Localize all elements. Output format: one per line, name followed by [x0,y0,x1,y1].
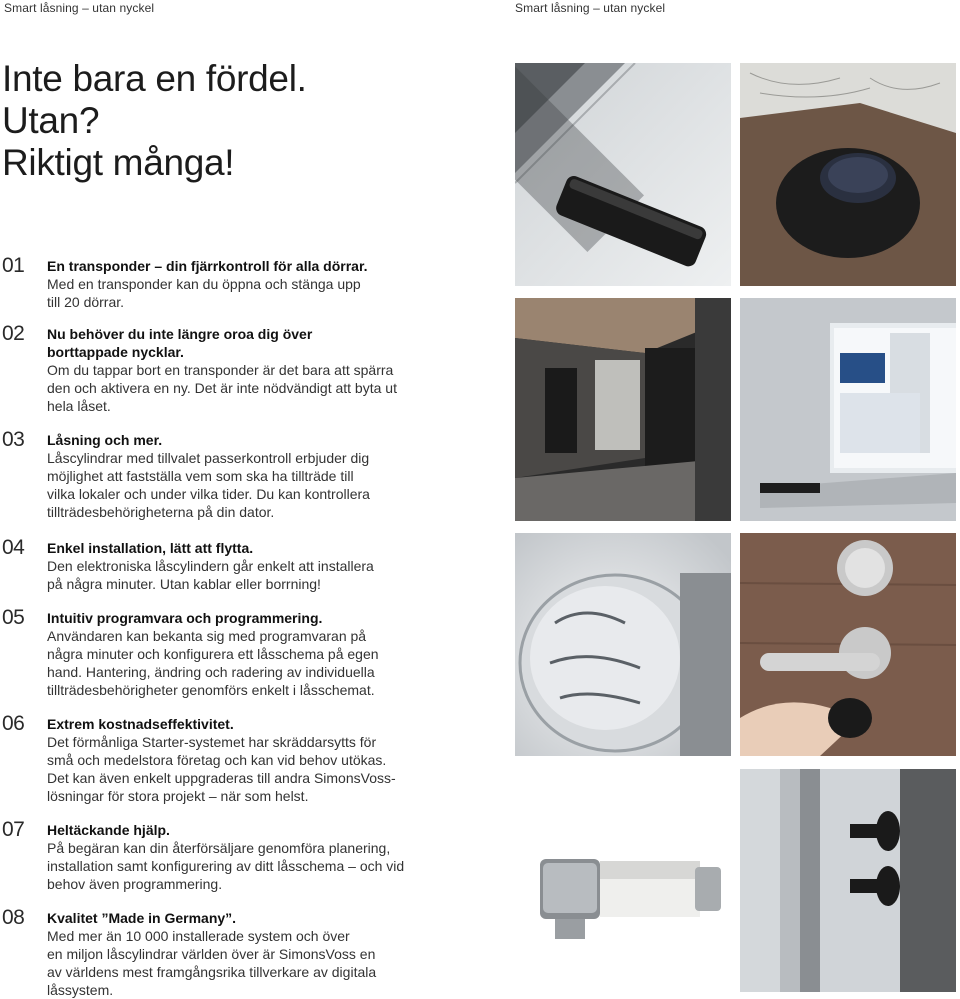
feature-number: 06 [2,712,25,735]
glass-cylinder-image [515,533,731,756]
round-transponder-image [740,63,956,286]
feature-title: Intuitiv programvara och programmering. [47,610,323,626]
running-head-right: Smart låsning – utan nyckel [515,1,666,15]
door-knobs-image [740,769,956,992]
feature-body: Det förmånliga Starter-systemet har skräddarsytts för små och medelstora företag och kan vid behov utökas. Det kan även enkelt uppgraderas till andra SimonsVoss- lösningar för stora projekt – när som helst. [47,734,396,804]
feature-title: Låsning och mer. [47,432,163,448]
feature-text [47,325,467,415]
feature-text [47,609,467,699]
corridor-image [515,298,731,521]
cylinder-lock-photo [515,769,731,992]
feature-text [47,539,467,593]
feature-body: Användaren kan bekanta sig med programvaran på några minuter och konfigurera ett låsschema på egen hand. Hantering, ändring och radering av individuella tillträdesbehörigheter genomförs enkelt i låsschemat. [47,628,379,698]
feature-body: Låscylindrar med tillvalet passerkontroll erbjuder dig möjlighet att fastställa vem som ska ha tillträde till vilka lokaler och under vilka tider. Du kan kontrollera tillträdesbehörigheterna på din dator. [47,450,370,520]
corridor-photo [515,298,731,521]
headline-line-2: Utan? [2,100,100,141]
headline-line-3: Riktigt många! [2,142,235,183]
feature-number: 07 [2,818,25,841]
feature-title: Enkel installation, lätt att flytta. [47,540,254,556]
feature-number: 04 [2,536,25,559]
feature-title: En transponder – din fjärrkontroll för alla dörrar. [47,258,368,274]
round-transponder-photo [740,63,956,286]
feature-text [47,431,467,521]
feature-number: 05 [2,606,25,629]
glass-cylinder-photo [515,533,731,756]
feature-body: Med en transponder kan du öppna och stänga upp till 20 dörrar. [47,276,361,310]
running-head-left: Smart låsning – utan nyckel [4,1,155,15]
feature-number: 08 [2,906,25,929]
feature-number: 02 [2,322,25,345]
feature-title: Nu behöver du inte längre oroa dig över borttappade nycklar. [47,326,313,360]
feature-text [47,715,467,805]
feature-body: Om du tappar bort en transponder är det bara att spärra den och aktivera en ny. Det är inte nödvändigt att byta ut hela låset. [47,362,397,414]
laptop-software-image [740,298,956,521]
headline-line-1: Inte bara en fördel. [2,58,307,99]
laptop-software-photo [740,298,956,521]
feature-title: Extrem kostnadseffektivitet. [47,716,234,732]
door-handle-photo [740,533,956,756]
feature-text [47,821,467,893]
feature-title: Heltäckande hjälp. [47,822,170,838]
usb-stick-photo [515,63,731,286]
door-knobs-photo [740,769,956,992]
feature-title: Kvalitet ”Made in Germany”. [47,910,237,926]
feature-number: 03 [2,428,25,451]
door-handle-image [740,533,956,756]
feature-text [47,909,467,999]
cylinder-lock-image [515,769,731,992]
usb-stick-image [515,63,731,286]
feature-text [47,257,467,311]
feature-body: Med mer än 10 000 installerade system och över en miljon låscylindrar världen över är SimonsVoss en av världens mest framgångsrika tillverkare av digitala låssystem. [47,928,377,998]
feature-body: Den elektroniska låscylindern går enkelt att installera på några minuter. Utan kablar eller borrning! [47,558,374,592]
page-headline [2,58,482,184]
feature-body: På begäran kan din återförsäljare genomföra planering, installation samt konfigurering av ditt låsschema – och vid behov även programmering. [47,840,405,892]
feature-number: 01 [2,254,25,277]
